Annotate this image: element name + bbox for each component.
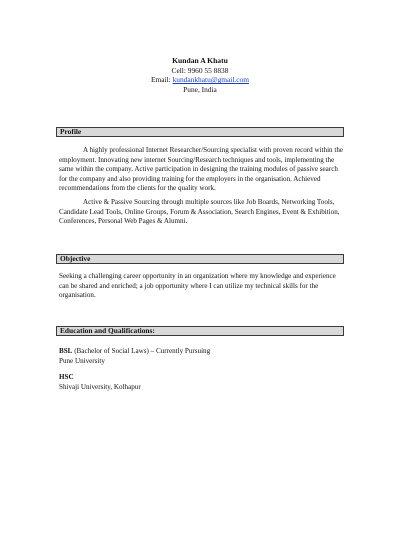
objective-heading: Objective	[56, 254, 344, 264]
cell-line	[0, 66, 400, 76]
degree-detail: (Bachelor of Social Laws) – Currently Pursuing	[72, 347, 211, 355]
profile-paragraph-2: Active & Passive Sourcing through multiple sources like Job Boards, Networking Tools, Candidate Lead Tools, Online Groups, Forum & Association, Search Engines, Event & Exhibition, Conferences, Personal Web Pages & Alumni.	[59, 198, 340, 226]
education-institution: Pune University	[59, 356, 105, 365]
education-heading: Education and Qualifications:	[56, 326, 344, 336]
objective-text: Seeking a challenging career opportunity in an organization where my knowledge and experience can be shared and enriched; a job opportunity where I can utilize my technical skills for the organisation.	[59, 272, 336, 300]
education-degree-line	[59, 373, 339, 383]
education-entry-bsl	[59, 347, 339, 366]
education-entry-hsc	[59, 373, 339, 392]
cell-number: 9960 55 8838	[187, 65, 229, 75]
degree-abbr: HSC	[59, 373, 74, 381]
email-label: Email:	[151, 75, 171, 85]
profile-paragraph-1: A highly professional Internet Researcher/Sourcing specialist with proven record within the employment. Innovating new internet Sourcing/Research techniques and tools, implementing the same within the company. Active participation in designing the training modules of passive search for the company and also providing training for the employers in the organisation. Achieved recommendations from the clients for the quality work.	[59, 146, 344, 193]
contact-header	[0, 56, 400, 94]
email-link[interactable]: kundankhatu@gmail.com	[172, 75, 249, 85]
profile-heading: Profile	[56, 127, 344, 137]
candidate-name: Kundan A Khatu	[172, 56, 228, 65]
education-institution: Shivaji University, Kolhapur	[59, 382, 141, 391]
email-line	[0, 75, 400, 85]
education-degree-line	[59, 347, 339, 357]
location: Pune, India	[183, 84, 217, 94]
cell-label: Cell:	[171, 65, 186, 75]
degree-abbr: BSL	[59, 347, 73, 355]
